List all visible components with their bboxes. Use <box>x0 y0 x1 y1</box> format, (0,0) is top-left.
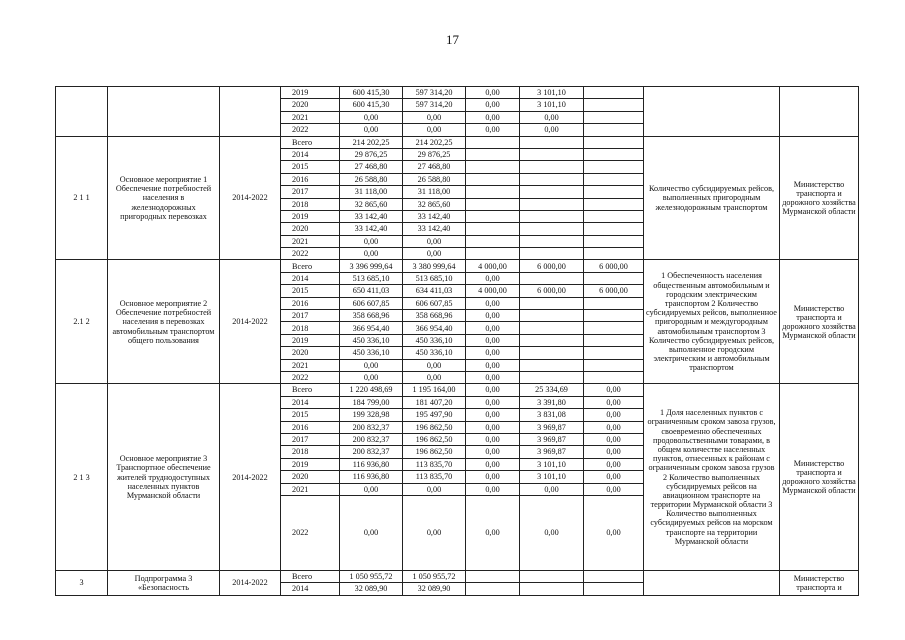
value-cell: 116 936,80 <box>340 458 403 470</box>
value-cell: 181 407,20 <box>403 396 466 408</box>
value-cell: 29 876,25 <box>403 148 466 160</box>
value-cell: 3 396 999,64 <box>340 260 403 272</box>
value-cell <box>520 210 584 222</box>
year-cell: 2021 <box>281 359 340 371</box>
value-cell: 116 936,80 <box>340 471 403 483</box>
value-cell: 450 336,10 <box>403 347 466 359</box>
table-row <box>56 570 859 582</box>
table-row <box>56 260 859 272</box>
year-cell: 2021 <box>281 483 340 495</box>
value-cell: 0,00 <box>466 458 520 470</box>
year-cell: 2014 <box>281 148 340 160</box>
activity-name: Основное мероприятие 3 Транспортное обеспечение жителей труднодоступных населенных пунктов Мурманской области <box>108 384 220 571</box>
value-cell <box>584 161 644 173</box>
year-cell: Всего <box>281 384 340 396</box>
value-cell: 3 391,80 <box>520 396 584 408</box>
value-cell: 0,00 <box>403 248 466 260</box>
value-cell <box>466 148 520 160</box>
year-cell: 2019 <box>281 458 340 470</box>
value-cell: 0,00 <box>403 483 466 495</box>
value-cell: 3 380 999,64 <box>403 260 466 272</box>
value-cell: 0,00 <box>466 471 520 483</box>
value-cell: 0,00 <box>466 272 520 284</box>
value-cell: 1 050 955,72 <box>403 570 466 582</box>
value-cell: 1 220 498,69 <box>340 384 403 396</box>
table-row <box>56 384 859 396</box>
activity-name: Подпрограмма 3 «Безопасность <box>108 570 220 595</box>
value-cell <box>520 371 584 383</box>
indicator-cell <box>644 570 780 595</box>
value-cell: 0,00 <box>466 124 520 136</box>
value-cell: 0,00 <box>466 334 520 346</box>
year-cell: Всего <box>281 136 340 148</box>
table-row <box>56 136 859 148</box>
value-cell: 0,00 <box>340 495 403 570</box>
value-cell <box>584 223 644 235</box>
value-cell <box>584 111 644 123</box>
value-cell: 3 831,08 <box>520 409 584 421</box>
name-cell <box>108 87 220 137</box>
value-cell: 0,00 <box>466 297 520 309</box>
year-cell: 2015 <box>281 285 340 297</box>
year-cell: Всего <box>281 260 340 272</box>
value-cell <box>520 223 584 235</box>
value-cell <box>584 99 644 111</box>
executor-cell: Министерство транспорта и <box>780 570 859 595</box>
section-number: 2 1 3 <box>56 384 108 571</box>
value-cell: 0,00 <box>340 483 403 495</box>
value-cell <box>520 310 584 322</box>
value-cell <box>584 334 644 346</box>
page-number: 17 <box>446 32 459 47</box>
value-cell: 33 142,40 <box>340 210 403 222</box>
section-number: 2.1 2 <box>56 260 108 384</box>
value-cell: 0,00 <box>584 495 644 570</box>
value-cell: 32 089,90 <box>403 583 466 595</box>
value-cell: 6 000,00 <box>584 285 644 297</box>
value-cell: 113 835,70 <box>403 458 466 470</box>
section-number: 3 <box>56 570 108 595</box>
value-cell: 0,00 <box>403 124 466 136</box>
value-cell <box>520 148 584 160</box>
value-cell: 513 685,10 <box>340 272 403 284</box>
value-cell <box>584 297 644 309</box>
value-cell: 0,00 <box>466 347 520 359</box>
value-cell: 0,00 <box>403 359 466 371</box>
year-cell: 2020 <box>281 471 340 483</box>
value-cell: 0,00 <box>466 310 520 322</box>
value-cell: 0,00 <box>584 409 644 421</box>
value-cell: 634 411,03 <box>403 285 466 297</box>
value-cell: 0,00 <box>520 483 584 495</box>
value-cell <box>466 570 520 582</box>
value-cell: 0,00 <box>466 322 520 334</box>
value-cell: 0,00 <box>584 471 644 483</box>
value-cell: 33 142,40 <box>340 223 403 235</box>
value-cell <box>520 583 584 595</box>
value-cell <box>520 334 584 346</box>
value-cell <box>520 186 584 198</box>
year-cell: 2020 <box>281 223 340 235</box>
value-cell: 0,00 <box>466 359 520 371</box>
year-cell: 2018 <box>281 446 340 458</box>
value-cell: 6 000,00 <box>520 285 584 297</box>
value-cell: 214 202,25 <box>340 136 403 148</box>
value-cell <box>584 198 644 210</box>
value-cell: 0,00 <box>403 371 466 383</box>
value-cell: 1 050 955,72 <box>340 570 403 582</box>
value-cell: 214 202,25 <box>403 136 466 148</box>
value-cell <box>520 136 584 148</box>
value-cell <box>466 583 520 595</box>
value-cell: 0,00 <box>584 483 644 495</box>
value-cell: 200 832,37 <box>340 421 403 433</box>
value-cell: 0,00 <box>466 421 520 433</box>
value-cell <box>520 570 584 582</box>
value-cell: 3 101,10 <box>520 471 584 483</box>
value-cell: 0,00 <box>466 99 520 111</box>
value-cell: 600 415,30 <box>340 99 403 111</box>
value-cell: 27 468,80 <box>403 161 466 173</box>
value-cell: 196 862,50 <box>403 446 466 458</box>
year-cell: 2016 <box>281 421 340 433</box>
value-cell: 450 336,10 <box>340 334 403 346</box>
value-cell: 31 118,00 <box>403 186 466 198</box>
value-cell <box>584 186 644 198</box>
value-cell <box>584 210 644 222</box>
year-cell: 2014 <box>281 583 340 595</box>
year-cell: 2015 <box>281 161 340 173</box>
value-cell: 0,00 <box>584 421 644 433</box>
value-cell <box>584 87 644 99</box>
executor-cell: Министерство транспорта и дорожного хозяйства Мурманской области <box>780 384 859 571</box>
value-cell <box>466 210 520 222</box>
budget-table <box>55 86 859 596</box>
value-cell <box>584 359 644 371</box>
year-cell: 2017 <box>281 433 340 445</box>
value-cell: 6 000,00 <box>520 260 584 272</box>
value-cell: 0,00 <box>340 359 403 371</box>
value-cell <box>520 347 584 359</box>
value-cell <box>584 173 644 185</box>
year-cell: 2020 <box>281 347 340 359</box>
value-cell <box>466 235 520 247</box>
value-cell: 29 876,25 <box>340 148 403 160</box>
value-cell: 0,00 <box>466 483 520 495</box>
value-cell <box>466 161 520 173</box>
year-cell: 2014 <box>281 396 340 408</box>
value-cell: 32 865,60 <box>340 198 403 210</box>
value-cell: 0,00 <box>403 235 466 247</box>
value-cell: 32 865,60 <box>403 198 466 210</box>
value-cell: 33 142,40 <box>403 210 466 222</box>
value-cell: 600 415,30 <box>340 87 403 99</box>
value-cell: 597 314,20 <box>403 87 466 99</box>
value-cell: 199 328,98 <box>340 409 403 421</box>
value-cell: 0,00 <box>584 384 644 396</box>
value-cell: 0,00 <box>466 433 520 445</box>
period-cell: 2014-2022 <box>220 136 281 260</box>
activity-name: Основное мероприятие 1 Обеспечение потребностей населения в железнодорожных пригородных перевозках <box>108 136 220 260</box>
value-cell: 184 799,00 <box>340 396 403 408</box>
value-cell: 26 588,80 <box>403 173 466 185</box>
year-cell: 2017 <box>281 186 340 198</box>
indicator-cell <box>644 87 780 137</box>
value-cell: 4 000,00 <box>466 260 520 272</box>
value-cell <box>520 198 584 210</box>
year-cell: 2015 <box>281 409 340 421</box>
value-cell: 25 334,69 <box>520 384 584 396</box>
value-cell <box>520 272 584 284</box>
value-cell: 366 954,40 <box>340 322 403 334</box>
value-cell: 3 101,10 <box>520 99 584 111</box>
value-cell: 200 832,37 <box>340 433 403 445</box>
value-cell: 358 668,96 <box>340 310 403 322</box>
value-cell: 513 685,10 <box>403 272 466 284</box>
period-cell: 2014-2022 <box>220 570 281 595</box>
period-cell <box>220 87 281 137</box>
value-cell: 606 607,85 <box>403 297 466 309</box>
indicator-cell: 1 Доля населенных пунктов с ограниченным сроком завоза грузов, своевременно обеспеченных продовольственными товарами, в общем количестве населенных пунктов, отнесенных к районам с ограниченным сроком завоза грузов 2 Количество выполненных субсидируемых рейсов на авиационном транспорте на территории Мурманской области 3 Количество выполненных субсидируемых рейсов на морском транспорте на территории Мурманской области <box>644 384 780 571</box>
value-cell <box>584 570 644 582</box>
year-cell: 2020 <box>281 99 340 111</box>
indicator-cell: 1 Обеспеченность населения общественным автомобильным и городским электрическим транспортом 2 Количество субсидируемых рейсов, выполненное пригородным и междугородным автомобильным транспортом 3 Количество субсидируемых рейсов, выполненное городским электрическим и автомобильным транспортом <box>644 260 780 384</box>
value-cell <box>584 248 644 260</box>
year-cell: 2022 <box>281 248 340 260</box>
value-cell: 3 969,87 <box>520 433 584 445</box>
value-cell: 6 000,00 <box>584 260 644 272</box>
value-cell: 366 954,40 <box>403 322 466 334</box>
value-cell: 0,00 <box>466 384 520 396</box>
value-cell: 32 089,90 <box>340 583 403 595</box>
value-cell: 0,00 <box>584 446 644 458</box>
value-cell: 0,00 <box>466 87 520 99</box>
value-cell <box>584 371 644 383</box>
value-cell: 0,00 <box>520 111 584 123</box>
value-cell: 3 969,87 <box>520 446 584 458</box>
year-cell: 2022 <box>281 495 340 570</box>
year-cell: 2019 <box>281 210 340 222</box>
value-cell <box>584 310 644 322</box>
value-cell: 0,00 <box>403 495 466 570</box>
value-cell: 0,00 <box>340 235 403 247</box>
executor-cell: Министерство транспорта и дорожного хозяйства Мурманской области <box>780 136 859 260</box>
value-cell <box>466 173 520 185</box>
value-cell: 0,00 <box>466 446 520 458</box>
value-cell: 0,00 <box>466 409 520 421</box>
period-cell: 2014-2022 <box>220 260 281 384</box>
indicator-cell: Количество субсидируемых рейсов, выполненных пригородным железнодорожным транспортом <box>644 136 780 260</box>
value-cell: 195 497,90 <box>403 409 466 421</box>
year-cell: 2019 <box>281 334 340 346</box>
value-cell <box>584 148 644 160</box>
value-cell <box>584 347 644 359</box>
value-cell: 1 195 164,00 <box>403 384 466 396</box>
value-cell <box>584 583 644 595</box>
value-cell: 0,00 <box>340 248 403 260</box>
value-cell <box>584 322 644 334</box>
value-cell: 3 101,10 <box>520 458 584 470</box>
value-cell: 3 101,10 <box>520 87 584 99</box>
value-cell: 0,00 <box>403 111 466 123</box>
value-cell <box>520 359 584 371</box>
value-cell: 4 000,00 <box>466 285 520 297</box>
value-cell: 0,00 <box>520 495 584 570</box>
value-cell: 0,00 <box>520 124 584 136</box>
value-cell: 0,00 <box>584 458 644 470</box>
value-cell: 0,00 <box>466 111 520 123</box>
period-cell: 2014-2022 <box>220 384 281 571</box>
table-row <box>56 87 859 99</box>
value-cell <box>466 136 520 148</box>
year-cell: 2018 <box>281 322 340 334</box>
value-cell <box>466 186 520 198</box>
value-cell: 450 336,10 <box>403 334 466 346</box>
value-cell: 196 862,50 <box>403 433 466 445</box>
executor-cell: Министерство транспорта и дорожного хозяйства Мурманской области <box>780 260 859 384</box>
num-cell <box>56 87 108 137</box>
year-cell: 2014 <box>281 272 340 284</box>
value-cell <box>584 272 644 284</box>
value-cell: 0,00 <box>466 396 520 408</box>
value-cell: 358 668,96 <box>403 310 466 322</box>
value-cell <box>520 322 584 334</box>
value-cell: 27 468,80 <box>340 161 403 173</box>
activity-name: Основное мероприятие 2 Обеспечение потребностей населения в перевозках автомобильным транспортом общего пользования <box>108 260 220 384</box>
value-cell: 0,00 <box>466 495 520 570</box>
value-cell: 597 314,20 <box>403 99 466 111</box>
executor-cell <box>780 87 859 137</box>
value-cell: 0,00 <box>466 371 520 383</box>
year-cell: 2016 <box>281 297 340 309</box>
value-cell <box>520 173 584 185</box>
value-cell: 200 832,37 <box>340 446 403 458</box>
value-cell: 0,00 <box>340 111 403 123</box>
value-cell: 33 142,40 <box>403 223 466 235</box>
value-cell <box>584 124 644 136</box>
year-cell: 2022 <box>281 371 340 383</box>
year-cell: 2021 <box>281 111 340 123</box>
value-cell: 31 118,00 <box>340 186 403 198</box>
value-cell: 26 588,80 <box>340 173 403 185</box>
value-cell: 650 411,03 <box>340 285 403 297</box>
year-cell: Всего <box>281 570 340 582</box>
year-cell: 2022 <box>281 124 340 136</box>
value-cell <box>466 248 520 260</box>
value-cell: 450 336,10 <box>340 347 403 359</box>
year-cell: 2016 <box>281 173 340 185</box>
value-cell <box>466 198 520 210</box>
value-cell: 0,00 <box>584 433 644 445</box>
value-cell <box>520 235 584 247</box>
value-cell: 0,00 <box>584 396 644 408</box>
value-cell: 0,00 <box>340 371 403 383</box>
value-cell <box>520 297 584 309</box>
value-cell: 113 835,70 <box>403 471 466 483</box>
value-cell <box>584 235 644 247</box>
value-cell <box>584 136 644 148</box>
year-cell: 2019 <box>281 87 340 99</box>
year-cell: 2021 <box>281 235 340 247</box>
section-number: 2 1 1 <box>56 136 108 260</box>
value-cell: 606 607,85 <box>340 297 403 309</box>
year-cell: 2017 <box>281 310 340 322</box>
value-cell: 196 862,50 <box>403 421 466 433</box>
value-cell: 3 969,87 <box>520 421 584 433</box>
year-cell: 2018 <box>281 198 340 210</box>
value-cell <box>466 223 520 235</box>
value-cell <box>520 161 584 173</box>
value-cell <box>520 248 584 260</box>
value-cell: 0,00 <box>340 124 403 136</box>
